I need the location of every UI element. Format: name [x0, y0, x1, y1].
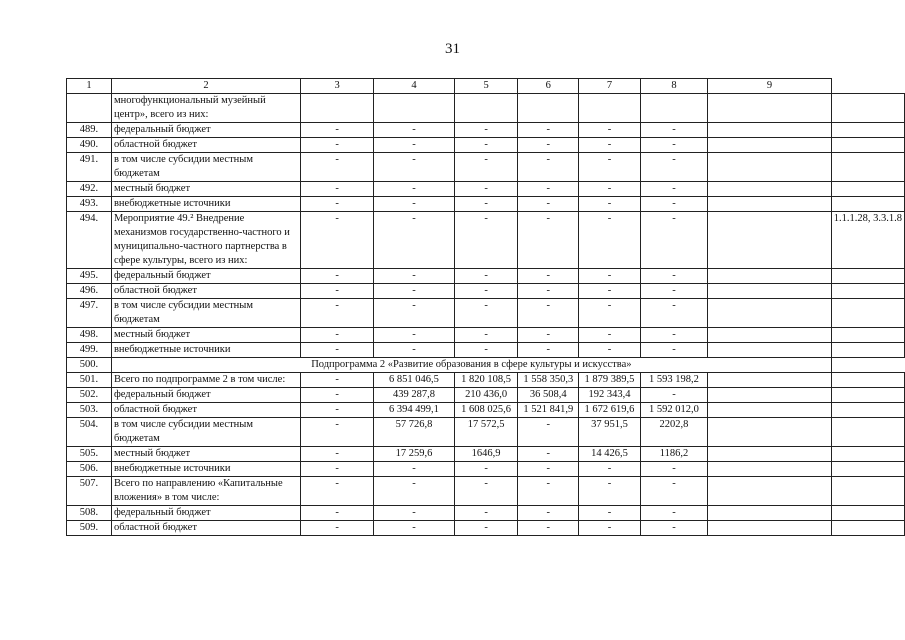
value-cell: - [374, 153, 455, 182]
value-cell: 1 592 012,0 [640, 403, 707, 418]
value-cell: - [640, 328, 707, 343]
target-indicator-cell [831, 123, 904, 138]
value-cell: - [579, 138, 641, 153]
value-cell: - [518, 299, 579, 328]
value-cell [708, 462, 832, 477]
value-cell: - [301, 343, 374, 358]
target-indicator-cell [831, 153, 904, 182]
value-cell: - [454, 269, 518, 284]
target-indicator-cell [831, 388, 904, 403]
value-cell: - [301, 418, 374, 447]
row-name: местный бюджет [111, 328, 300, 343]
row-name: внебюджетные источники [111, 197, 300, 212]
value-cell: - [301, 477, 374, 506]
row-number: 494. [67, 212, 112, 269]
value-cell [518, 94, 579, 123]
row-number: 491. [67, 153, 112, 182]
value-cell: - [579, 477, 641, 506]
value-cell [708, 403, 832, 418]
table-row [67, 212, 905, 269]
target-indicator-cell [831, 462, 904, 477]
row-name: в том числе субсидии местным бюджетам [111, 153, 300, 182]
table-row [67, 197, 905, 212]
value-cell [708, 328, 832, 343]
row-number: 509. [67, 521, 112, 536]
value-cell: 2202,8 [640, 418, 707, 447]
target-indicator-cell [831, 343, 904, 358]
target-indicator-cell [831, 138, 904, 153]
value-cell: - [301, 299, 374, 328]
value-cell: 1 593 198,2 [640, 373, 707, 388]
table-row [67, 94, 905, 123]
value-cell [708, 521, 832, 536]
value-cell: - [454, 123, 518, 138]
table-row [67, 123, 905, 138]
value-cell [708, 477, 832, 506]
table-row [67, 462, 905, 477]
value-cell: - [579, 182, 641, 197]
value-cell: - [374, 212, 455, 269]
target-indicator-cell [831, 182, 904, 197]
value-cell: - [518, 197, 579, 212]
row-number: 500. [67, 358, 112, 373]
value-cell: 37 951,5 [579, 418, 641, 447]
value-cell: - [301, 328, 374, 343]
value-cell: - [374, 123, 455, 138]
subprogram-title: Подпрограмма 2 «Развитие образования в сфере культуры и искусства» [111, 358, 831, 373]
row-number: 495. [67, 269, 112, 284]
value-cell: 1646,9 [454, 447, 518, 462]
value-cell [708, 447, 832, 462]
value-cell: - [454, 197, 518, 212]
row-name: областной бюджет [111, 284, 300, 299]
row-number: 492. [67, 182, 112, 197]
value-cell: - [374, 138, 455, 153]
header-cell: 5 [454, 79, 518, 94]
row-number: 490. [67, 138, 112, 153]
value-cell: - [518, 269, 579, 284]
table-row [67, 506, 905, 521]
row-number: 496. [67, 284, 112, 299]
target-indicator-cell [831, 418, 904, 447]
row-number: 501. [67, 373, 112, 388]
row-number: 503. [67, 403, 112, 418]
target-indicator-cell [831, 373, 904, 388]
value-cell: - [374, 462, 455, 477]
table-row [67, 182, 905, 197]
value-cell: - [518, 447, 579, 462]
row-name: местный бюджет [111, 447, 300, 462]
value-cell: - [301, 153, 374, 182]
header-cell: 6 [518, 79, 579, 94]
value-cell: - [518, 153, 579, 182]
value-cell [708, 506, 832, 521]
value-cell: - [301, 373, 374, 388]
table-row [67, 269, 905, 284]
value-cell: - [454, 343, 518, 358]
row-name: местный бюджет [111, 182, 300, 197]
value-cell: - [579, 328, 641, 343]
target-indicator-cell [831, 477, 904, 506]
row-name: Мероприятие 49.² Внедрение механизмов государственно-частного и муниципально-частного партнерства в сфере культуры, всего из них: [111, 212, 300, 269]
table-body [67, 79, 905, 536]
header-cell: 4 [374, 79, 455, 94]
value-cell [708, 138, 832, 153]
table-row [67, 138, 905, 153]
value-cell: - [301, 138, 374, 153]
row-name: в том числе субсидии местным бюджетам [111, 418, 300, 447]
row-name: федеральный бюджет [111, 506, 300, 521]
row-number: 499. [67, 343, 112, 358]
value-cell: - [640, 153, 707, 182]
value-cell: 1 820 108,5 [454, 373, 518, 388]
value-cell [374, 94, 455, 123]
value-cell: - [640, 506, 707, 521]
value-cell: - [454, 182, 518, 197]
value-cell: 1 558 350,3 [518, 373, 579, 388]
row-name: внебюджетные источники [111, 343, 300, 358]
row-name: областной бюджет [111, 521, 300, 536]
value-cell: - [454, 153, 518, 182]
value-cell: - [579, 521, 641, 536]
value-cell [708, 418, 832, 447]
subprogram-row [67, 358, 905, 373]
value-cell: - [518, 284, 579, 299]
value-cell: - [579, 197, 641, 212]
row-number: 506. [67, 462, 112, 477]
value-cell: 1 521 841,9 [518, 403, 579, 418]
row-number: 507. [67, 477, 112, 506]
row-name: в том числе субсидии местным бюджетам [111, 299, 300, 328]
value-cell [708, 388, 832, 403]
value-cell [708, 212, 832, 269]
row-number: 505. [67, 447, 112, 462]
value-cell: - [518, 182, 579, 197]
target-indicator-cell [831, 447, 904, 462]
value-cell: - [454, 284, 518, 299]
row-name: многофункциональный музейный центр», всего из них: [111, 94, 300, 123]
value-cell: - [454, 462, 518, 477]
value-cell: 6 394 499,1 [374, 403, 455, 418]
value-cell: 210 436,0 [454, 388, 518, 403]
value-cell: - [579, 284, 641, 299]
value-cell: - [640, 284, 707, 299]
value-cell: 1 608 025,6 [454, 403, 518, 418]
table-row [67, 373, 905, 388]
value-cell: 36 508,4 [518, 388, 579, 403]
value-cell: - [454, 506, 518, 521]
value-cell: - [518, 212, 579, 269]
value-cell: - [640, 212, 707, 269]
value-cell: - [579, 343, 641, 358]
value-cell [708, 94, 832, 123]
value-cell: - [374, 269, 455, 284]
value-cell: - [640, 299, 707, 328]
value-cell: - [640, 138, 707, 153]
value-cell: - [518, 123, 579, 138]
value-cell: 57 726,8 [374, 418, 455, 447]
value-cell: - [374, 343, 455, 358]
value-cell: - [374, 197, 455, 212]
table-row [67, 477, 905, 506]
value-cell: - [301, 506, 374, 521]
value-cell: - [454, 328, 518, 343]
value-cell: - [454, 212, 518, 269]
value-cell: - [374, 299, 455, 328]
value-cell: - [640, 343, 707, 358]
value-cell [579, 94, 641, 123]
table-row [67, 388, 905, 403]
value-cell: - [640, 269, 707, 284]
value-cell: - [579, 212, 641, 269]
value-cell: 14 426,5 [579, 447, 641, 462]
header-cell: 8 [640, 79, 707, 94]
value-cell: - [301, 197, 374, 212]
row-name: федеральный бюджет [111, 388, 300, 403]
value-cell: - [374, 506, 455, 521]
value-cell: - [301, 284, 374, 299]
budget-table [66, 78, 905, 536]
value-cell [708, 123, 832, 138]
value-cell: - [579, 153, 641, 182]
row-number: 502. [67, 388, 112, 403]
row-name: Всего по подпрограмме 2 в том числе: [111, 373, 300, 388]
value-cell: - [579, 269, 641, 284]
value-cell: 192 343,4 [579, 388, 641, 403]
row-number: 508. [67, 506, 112, 521]
value-cell: - [301, 388, 374, 403]
value-cell: - [518, 521, 579, 536]
value-cell: - [640, 521, 707, 536]
value-cell: - [374, 521, 455, 536]
value-cell: - [518, 343, 579, 358]
table-row [67, 447, 905, 462]
value-cell [708, 197, 832, 212]
row-number: 498. [67, 328, 112, 343]
value-cell: - [301, 269, 374, 284]
value-cell: - [518, 328, 579, 343]
value-cell: 17 572,5 [454, 418, 518, 447]
row-name: областной бюджет [111, 403, 300, 418]
value-cell: - [518, 477, 579, 506]
target-indicator-cell [831, 269, 904, 284]
value-cell: - [301, 447, 374, 462]
table-row [67, 343, 905, 358]
value-cell [640, 94, 707, 123]
row-name: федеральный бюджет [111, 123, 300, 138]
target-indicator-cell [831, 328, 904, 343]
value-cell: - [640, 477, 707, 506]
table-row [67, 284, 905, 299]
value-cell [454, 94, 518, 123]
table-row [67, 153, 905, 182]
value-cell: - [640, 123, 707, 138]
value-cell: - [579, 123, 641, 138]
value-cell: 439 287,8 [374, 388, 455, 403]
value-cell: - [374, 328, 455, 343]
value-cell: - [518, 506, 579, 521]
table-row [67, 403, 905, 418]
value-cell [708, 299, 832, 328]
value-cell: - [374, 477, 455, 506]
value-cell: - [454, 138, 518, 153]
value-cell: - [301, 403, 374, 418]
value-cell: - [301, 521, 374, 536]
header-cell: 3 [301, 79, 374, 94]
table-row [67, 418, 905, 447]
value-cell [301, 94, 374, 123]
value-cell: - [454, 477, 518, 506]
value-cell: - [454, 299, 518, 328]
value-cell [708, 153, 832, 182]
row-name: областной бюджет [111, 138, 300, 153]
target-indicator-cell [831, 506, 904, 521]
row-number: 489. [67, 123, 112, 138]
target-indicator-cell [831, 403, 904, 418]
target-indicator-cell [831, 197, 904, 212]
value-cell: 1186,2 [640, 447, 707, 462]
table-row [67, 521, 905, 536]
value-cell: - [301, 123, 374, 138]
value-cell: - [454, 521, 518, 536]
value-cell [708, 182, 832, 197]
row-name: внебюджетные источники [111, 462, 300, 477]
target-indicator-cell [831, 299, 904, 328]
row-number: 493. [67, 197, 112, 212]
header-cell: 9 [708, 79, 832, 94]
value-cell: - [640, 388, 707, 403]
row-name: федеральный бюджет [111, 269, 300, 284]
value-cell: - [518, 138, 579, 153]
value-cell: - [640, 462, 707, 477]
value-cell: - [374, 182, 455, 197]
value-cell: - [301, 462, 374, 477]
value-cell [708, 284, 832, 299]
table-row [67, 299, 905, 328]
row-number [67, 94, 112, 123]
target-indicator-cell [831, 94, 904, 123]
header-cell: 2 [111, 79, 300, 94]
value-cell: 17 259,6 [374, 447, 455, 462]
value-cell: - [579, 506, 641, 521]
target-indicator-cell [831, 521, 904, 536]
value-cell: - [579, 462, 641, 477]
value-cell: 1 672 619,6 [579, 403, 641, 418]
value-cell [708, 373, 832, 388]
header-cell: 7 [579, 79, 641, 94]
value-cell: - [579, 299, 641, 328]
header-cell: 1 [67, 79, 112, 94]
value-cell: - [301, 212, 374, 269]
value-cell: - [301, 182, 374, 197]
value-cell: - [518, 462, 579, 477]
row-name: Всего по направлению «Капитальные вложения» в том числе: [111, 477, 300, 506]
header-row [67, 79, 905, 94]
table-row [67, 328, 905, 343]
target-indicator-cell: 1.1.1.28, 3.3.1.8 [831, 212, 904, 269]
row-number: 497. [67, 299, 112, 328]
value-cell [708, 269, 832, 284]
value-cell: - [640, 182, 707, 197]
value-cell: 6 851 046,5 [374, 373, 455, 388]
value-cell: - [640, 197, 707, 212]
page-number: 31 [445, 41, 460, 57]
value-cell: - [374, 284, 455, 299]
value-cell: 1 879 389,5 [579, 373, 641, 388]
target-indicator-cell [831, 284, 904, 299]
value-cell [708, 343, 832, 358]
row-number: 504. [67, 418, 112, 447]
value-cell: - [518, 418, 579, 447]
